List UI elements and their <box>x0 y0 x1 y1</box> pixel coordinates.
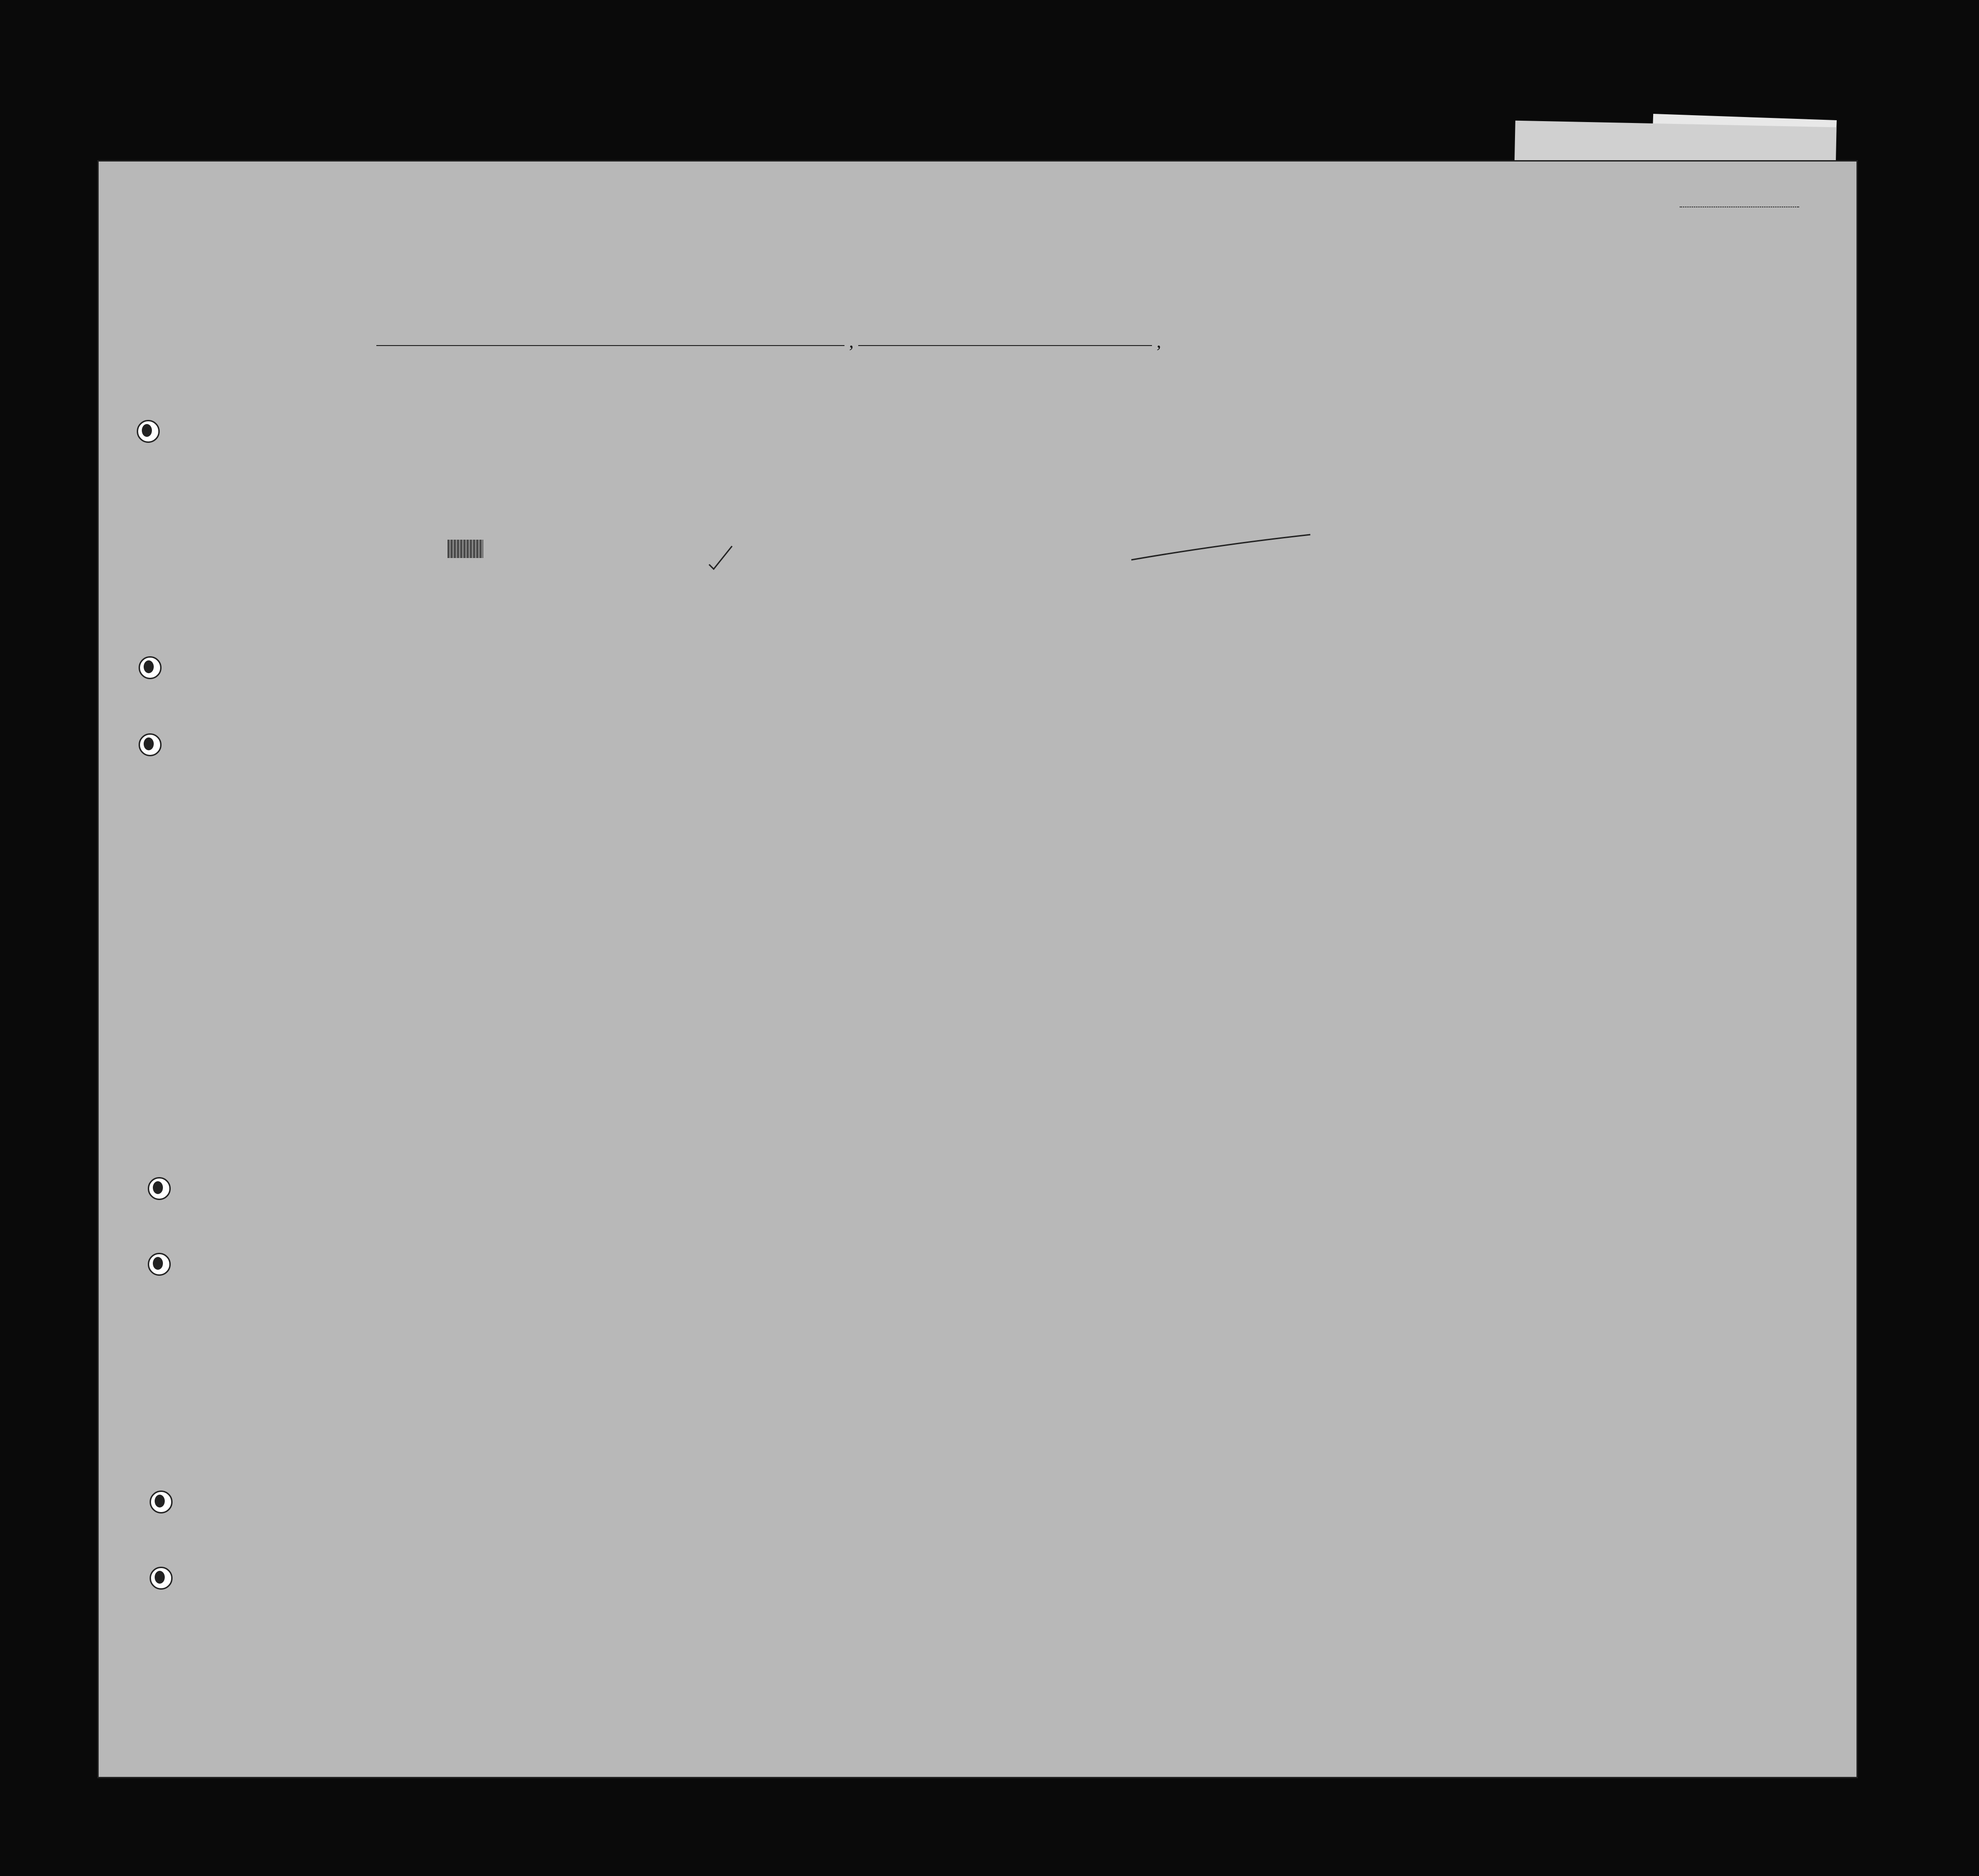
binder-hole <box>148 1177 171 1200</box>
header-anarchist <box>1301 413 1315 519</box>
struck-out-text <box>447 540 483 558</box>
binder-hole <box>150 1491 173 1513</box>
binder-hole <box>148 1253 171 1276</box>
header-feet <box>1557 473 1571 509</box>
header-possession-50 <box>709 404 727 523</box>
header-polygamist <box>1274 413 1287 519</box>
binder-hole <box>139 733 162 756</box>
header-inches <box>1579 473 1593 509</box>
binder-hole <box>139 656 162 679</box>
header-ticket <box>592 404 610 519</box>
binder-hole <box>150 1567 173 1590</box>
handwritten-stroke <box>1129 532 1313 564</box>
comma: , <box>1157 331 1161 352</box>
binder-hole <box>137 420 160 443</box>
check-mark <box>707 544 734 571</box>
comma: , <box>849 331 854 352</box>
